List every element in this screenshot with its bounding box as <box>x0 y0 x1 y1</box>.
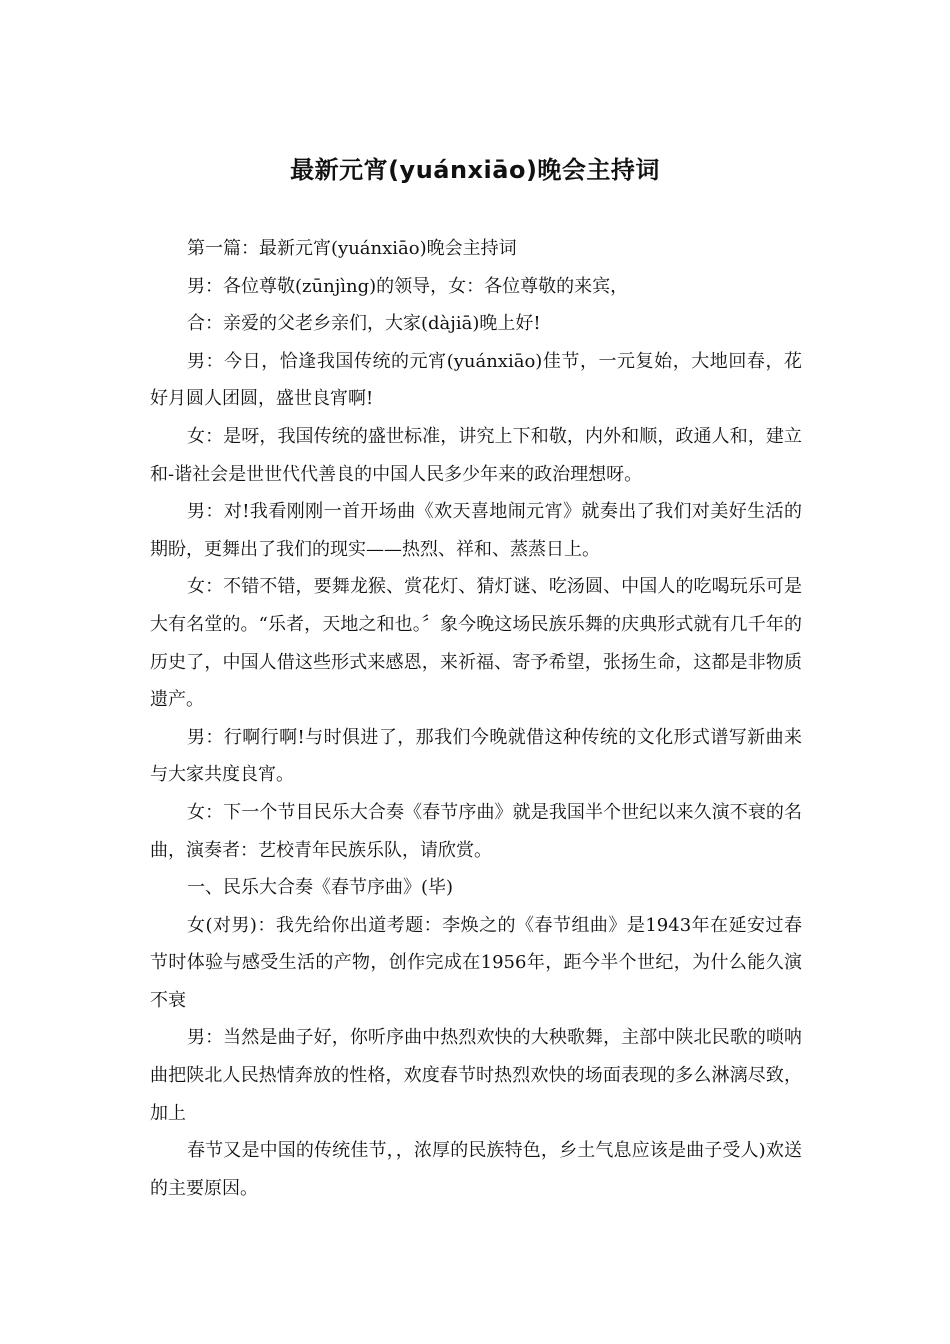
paragraph: 男：行啊行啊!与时俱进了，那我们今晚就借这种传统的文化形式谱写新曲来与大家共度良宵。 <box>150 726 802 786</box>
paragraph: 女(对男)：我先给你出道考题：李焕之的《春节组曲》是1943年在延安过春节时体验与感受生活的产物，创作完成在1956年，距今半个世纪，为什么能久演不衰 <box>150 914 802 1011</box>
paragraph: 男：各位尊敬(zūnjìng)的领导，女：各位尊敬的来宾， <box>187 275 629 297</box>
paragraph: 第一篇：最新元宵(yuánxiāo)晚会主持词 <box>187 238 517 259</box>
paragraph: 合：亲爱的父老乡亲们，大家(dàjiā)晚上好! <box>187 313 541 335</box>
document-body <box>150 230 802 1207</box>
paragraph: 春节又是中国的传统佳节，，浓厚的民族特色，乡土气息应该是曲子受人)欢送的主要原因。 <box>150 1140 802 1199</box>
document-title: 最新元宵(yuánxiāo)晚会主持词 <box>290 156 660 184</box>
paragraph: 女：下一个节目民乐大合奏《春节序曲》就是我国半个世纪以来久演不衰的名曲，演奏者：艺校青年民族乐队，请欣赏。 <box>150 801 802 861</box>
paragraph: 男：当然是曲子好，你听序曲中热烈欢快的大秧歌舞，主部中陕北民歌的唢呐曲把陕北人民热情奔放的性格，欢度春节时热烈欢快的场面表现的多么淋漓尽致，加上 <box>150 1027 802 1124</box>
paragraph: 女：是呀，我国传统的盛世标准，讲究上下和敬，内外和顺，政通人和，建立和-谐社会是世世代代善良的中国人民多少年来的政治理想呀。 <box>150 425 802 485</box>
paragraph: 一、民乐大合奏《春节序曲》(毕) <box>187 877 454 899</box>
paragraph: 男：对!我看刚刚一首开场曲《欢天喜地闹元宵》就奏出了我们对美好生活的期盼，更舞出了我们的现实——热烈、祥和、蒸蒸日上。 <box>150 501 802 560</box>
paragraph: 女：不错不错，要舞龙猴、赏花灯、猜灯谜、吃汤圆、中国人的吃喝玩乐可是大有名堂的。“乐者，天地之和也。〞象今晚这场民族乐舞的庆典形式就有几千年的历史了，中国人借这些形式来感恩，来祈福、寄予希望，张扬生命，这都是非物质遗产。 <box>150 576 802 711</box>
paragraph: 男：今日，恰逢我国传统的元宵(yuánxiāo)佳节，一元复始，大地回春，花好月圆人团圆，盛世良宵啊! <box>150 350 802 410</box>
